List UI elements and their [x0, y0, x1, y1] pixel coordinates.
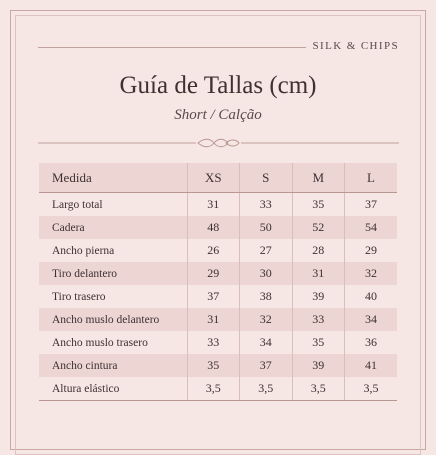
size-value-cell: 40: [345, 285, 398, 308]
size-value-cell: 41: [345, 354, 398, 377]
measure-label: Ancho cintura: [39, 354, 187, 377]
size-value-cell: 31: [292, 262, 345, 285]
table-row: [39, 285, 397, 308]
size-table-container: [39, 163, 397, 401]
size-value-cell: 33: [187, 331, 240, 354]
size-value-cell: 32: [345, 262, 398, 285]
size-value-cell: 37: [345, 193, 398, 217]
measure-label: Tiro delantero: [39, 262, 187, 285]
size-value-cell: 37: [240, 354, 293, 377]
size-value-cell: 33: [292, 308, 345, 331]
header-size-s: S: [240, 163, 293, 193]
size-value-cell: 39: [292, 354, 345, 377]
size-value-cell: 50: [240, 216, 293, 239]
size-value-cell: 52: [292, 216, 345, 239]
size-value-cell: 35: [187, 354, 240, 377]
measure-label: Ancho muslo delantero: [39, 308, 187, 331]
brand-name: SILK & CHIPS: [312, 40, 399, 52]
size-value-cell: 3,5: [187, 377, 240, 401]
size-value-cell: 34: [240, 331, 293, 354]
size-value-cell: 33: [240, 193, 293, 217]
size-value-cell: 35: [292, 193, 345, 217]
measure-label: Tiro trasero: [39, 285, 187, 308]
table-row: [39, 216, 397, 239]
header-size-l: L: [345, 163, 398, 193]
size-value-cell: 32: [240, 308, 293, 331]
size-value-cell: 35: [292, 331, 345, 354]
measure-label: Ancho muslo trasero: [39, 331, 187, 354]
flourish-divider-icon: [38, 137, 399, 149]
size-value-cell: 3,5: [240, 377, 293, 401]
table-row: [39, 262, 397, 285]
header-size-xs: XS: [187, 163, 240, 193]
brand-row: [38, 40, 399, 54]
table-row: [39, 193, 397, 217]
table-row: [39, 239, 397, 262]
size-value-cell: 36: [345, 331, 398, 354]
measure-label: Cadera: [39, 216, 187, 239]
header-measure: Medida: [39, 163, 187, 193]
header-size-m: M: [292, 163, 345, 193]
size-value-cell: 3,5: [345, 377, 398, 401]
table-row: [39, 377, 397, 401]
measure-label: Altura elástico: [39, 377, 187, 401]
page-subtitle: Short / Calção: [174, 107, 262, 123]
table-row: [39, 308, 397, 331]
size-value-cell: 26: [187, 239, 240, 262]
table-row: [39, 331, 397, 354]
size-value-cell: 29: [187, 262, 240, 285]
table-body: [39, 193, 397, 401]
size-value-cell: 31: [187, 193, 240, 217]
size-value-cell: 3,5: [292, 377, 345, 401]
measure-label: Largo total: [39, 193, 187, 217]
size-value-cell: 37: [187, 285, 240, 308]
size-value-cell: 28: [292, 239, 345, 262]
size-value-cell: 29: [345, 239, 398, 262]
brand-rule: [38, 47, 306, 48]
size-value-cell: 34: [345, 308, 398, 331]
size-value-cell: 31: [187, 308, 240, 331]
table-header-row: [39, 163, 397, 193]
size-value-cell: 38: [240, 285, 293, 308]
size-value-cell: 54: [345, 216, 398, 239]
size-value-cell: 27: [240, 239, 293, 262]
size-value-cell: 30: [240, 262, 293, 285]
page-title: Guía de Tallas (cm): [119, 72, 317, 99]
table-row: [39, 354, 397, 377]
measure-label: Ancho pierna: [39, 239, 187, 262]
size-value-cell: 39: [292, 285, 345, 308]
size-table: [39, 163, 397, 401]
size-value-cell: 48: [187, 216, 240, 239]
